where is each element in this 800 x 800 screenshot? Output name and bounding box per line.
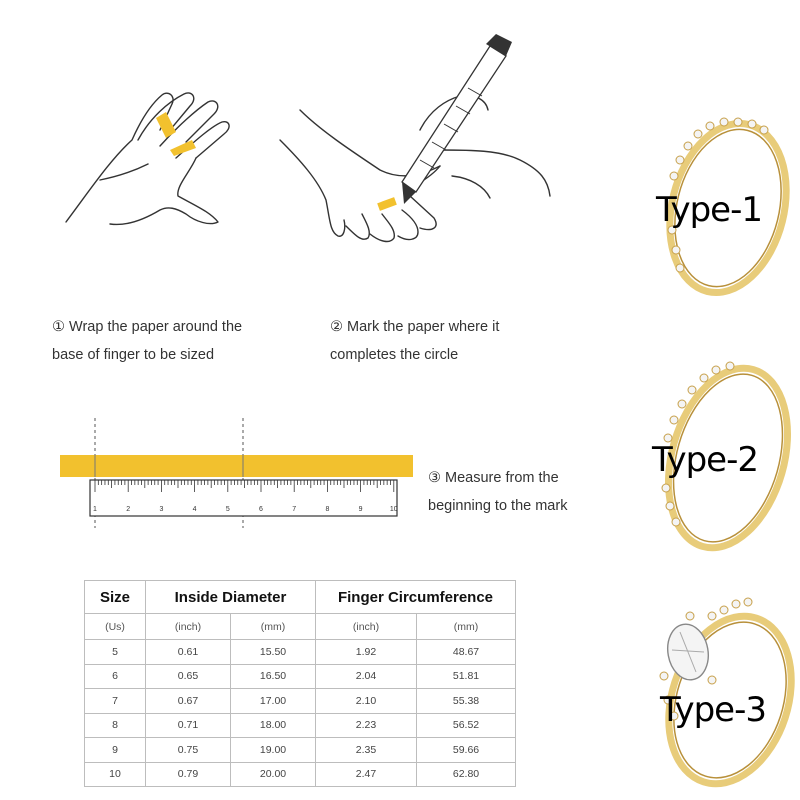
table-cell: 55.38 — [417, 689, 516, 714]
table-cell: 16.50 — [231, 664, 316, 689]
ruler-label: 7 — [292, 506, 297, 513]
ruler-label: 4 — [192, 506, 197, 513]
table-cell: 48.67 — [417, 640, 516, 665]
table-cell: 10 — [85, 762, 146, 787]
table-cell: 15.50 — [231, 640, 316, 665]
header-size: Size — [85, 581, 146, 614]
table-cell: 0.79 — [146, 762, 231, 787]
type-1-label: Type-1 — [656, 190, 762, 230]
table-cell: 1.92 — [316, 640, 417, 665]
step-2-line-2: completes the circle — [330, 347, 459, 363]
table-cell: 19.00 — [231, 738, 316, 763]
table-row — [85, 689, 516, 714]
table-cell: 20.00 — [231, 762, 316, 787]
ruler-label: 8 — [325, 506, 330, 513]
table-cell: 17.00 — [231, 689, 316, 714]
table-cell: 2.04 — [316, 664, 417, 689]
table-cell: 2.10 — [316, 689, 417, 714]
table-cell: 0.67 — [146, 689, 231, 714]
step-1-line-1: Wrap the paper around the — [69, 319, 243, 335]
ruler-label: 6 — [259, 506, 263, 513]
unit-cell: (inch) — [316, 614, 417, 640]
table-cell: 9 — [85, 738, 146, 763]
table-cell: 62.80 — [417, 762, 516, 787]
table-cell: 8 — [85, 713, 146, 738]
step-1-instruction — [52, 313, 312, 369]
step-3-marker: ③ — [428, 470, 441, 486]
table-cell: 5 — [85, 640, 146, 665]
unit-cell: (mm) — [417, 614, 516, 640]
step-2-instruction — [330, 313, 570, 369]
header-finger-circumference: Finger Circumference — [316, 581, 516, 614]
unit-cell: (inch) — [146, 614, 231, 640]
ruler-label: 5 — [225, 506, 230, 513]
table-cell: 59.66 — [417, 738, 516, 763]
table-cell: 2.23 — [316, 713, 417, 738]
table-cell: 18.00 — [231, 713, 316, 738]
unit-cell: (Us) — [85, 614, 146, 640]
ruler-label: 2 — [126, 506, 131, 513]
type-3-label: Type-3 — [660, 690, 766, 730]
ruler-label: 3 — [159, 506, 164, 513]
table-cell: 2.47 — [316, 762, 417, 787]
paper-strip — [60, 455, 413, 477]
ruler — [90, 480, 397, 516]
ruler-label: 10 — [389, 506, 398, 513]
table-cell: 0.75 — [146, 738, 231, 763]
table-row — [85, 664, 516, 689]
step-3-instruction — [428, 464, 628, 520]
ring-size-table — [84, 580, 516, 787]
ruler-label: 1 — [93, 506, 97, 513]
table-cell: 6 — [85, 664, 146, 689]
table-row — [85, 762, 516, 787]
step-1-marker: ① — [52, 319, 65, 335]
table-cell: 2.35 — [316, 738, 417, 763]
step-2-line-1: Mark the paper where it — [347, 319, 500, 335]
table-cell: 0.65 — [146, 664, 231, 689]
table-cell: 0.61 — [146, 640, 231, 665]
table-row — [85, 640, 516, 665]
table-cell: 0.71 — [146, 713, 231, 738]
table-row — [85, 713, 516, 738]
step-3-line-2: beginning to the mark — [428, 498, 568, 514]
table-units-row — [85, 614, 516, 640]
type-2-label: Type-2 — [652, 440, 758, 480]
table-cell: 56.52 — [417, 713, 516, 738]
table-cell: 51.81 — [417, 664, 516, 689]
ruler-label: 9 — [358, 506, 363, 513]
header-inside-diameter: Inside Diameter — [146, 581, 316, 614]
unit-cell: (mm) — [231, 614, 316, 640]
table-cell: 7 — [85, 689, 146, 714]
table-header-row — [85, 581, 516, 614]
step-1-line-2: base of finger to be sized — [52, 347, 215, 363]
step-3-line-1: Measure from the — [445, 470, 559, 486]
step-2-marker: ② — [330, 319, 343, 335]
table-row — [85, 738, 516, 763]
